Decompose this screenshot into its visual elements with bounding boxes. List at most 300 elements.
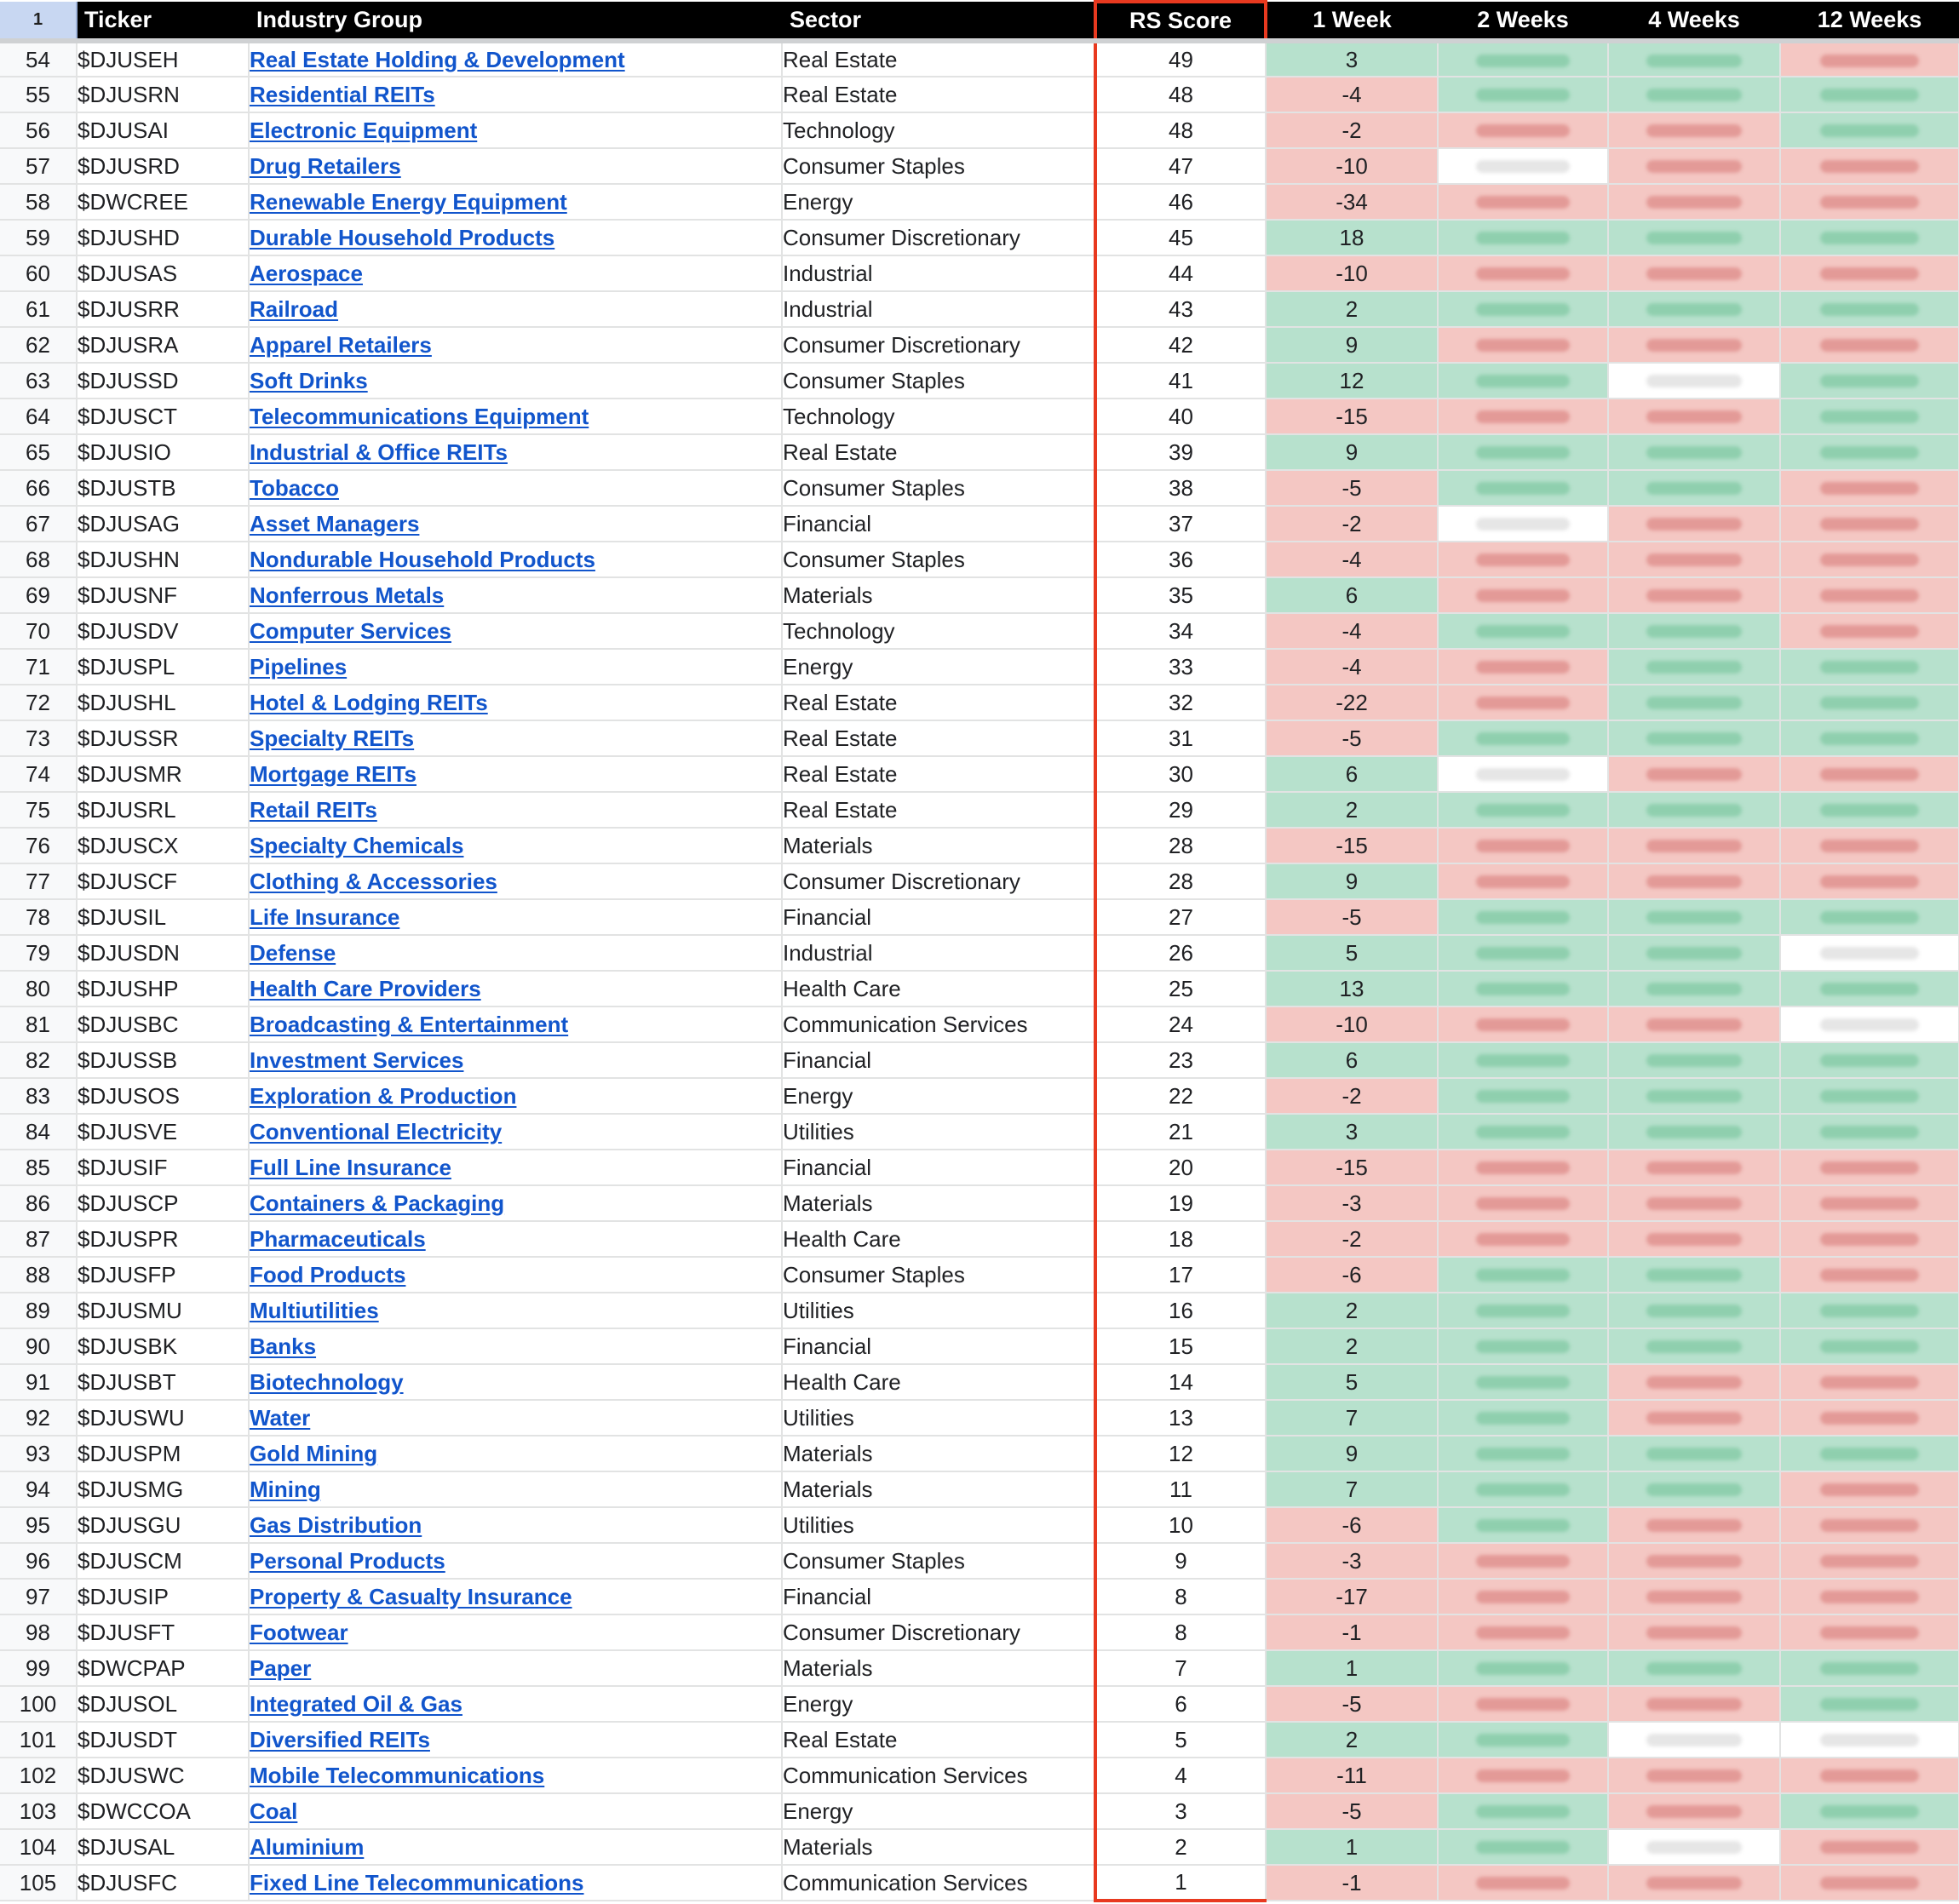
ticker-cell[interactable]: $DJUSHN [77, 542, 249, 577]
four-weeks-cell[interactable] [1608, 1865, 1780, 1901]
industry-group-cell[interactable] [249, 1185, 782, 1221]
row-number[interactable]: 102 [0, 1758, 77, 1793]
sector-cell[interactable]: Utilities [782, 1293, 1095, 1328]
industry-group-cell[interactable] [249, 1221, 782, 1257]
rs-score-cell[interactable]: 28 [1095, 863, 1266, 899]
industry-group-link[interactable]: Specialty REITs [250, 725, 415, 751]
rs-score-cell[interactable]: 16 [1095, 1293, 1266, 1328]
one-week-change-cell[interactable]: 2 [1266, 792, 1438, 828]
twelve-weeks-cell[interactable] [1780, 1758, 1959, 1793]
row-number[interactable]: 83 [0, 1078, 77, 1114]
industry-group-cell[interactable] [249, 1722, 782, 1758]
rs-score-cell[interactable]: 35 [1095, 577, 1266, 613]
sector-cell[interactable]: Real Estate [782, 1722, 1095, 1758]
industry-group-link[interactable]: Mobile Telecommunications [250, 1762, 545, 1788]
row-number[interactable]: 80 [0, 971, 77, 1006]
four-weeks-cell[interactable] [1608, 1829, 1780, 1865]
row-number[interactable]: 98 [0, 1614, 77, 1650]
two-weeks-cell[interactable] [1438, 506, 1608, 542]
sector-cell[interactable]: Materials [782, 1185, 1095, 1221]
rs-score-cell[interactable]: 43 [1095, 291, 1266, 327]
four-weeks-cell[interactable] [1608, 220, 1780, 255]
sector-cell[interactable]: Financial [782, 1328, 1095, 1364]
one-week-change-cell[interactable]: 9 [1266, 434, 1438, 470]
ticker-cell[interactable]: $DJUSBT [77, 1364, 249, 1400]
four-weeks-cell[interactable] [1608, 41, 1780, 77]
twelve-weeks-cell[interactable] [1780, 542, 1959, 577]
one-week-change-cell[interactable]: 7 [1266, 1400, 1438, 1436]
one-week-change-cell[interactable]: 12 [1266, 363, 1438, 399]
column-header-industry-group[interactable]: Industry Group [249, 2, 782, 41]
rs-score-cell[interactable]: 24 [1095, 1006, 1266, 1042]
twelve-weeks-cell[interactable] [1780, 1293, 1959, 1328]
sector-cell[interactable]: Energy [782, 1686, 1095, 1722]
industry-group-cell[interactable] [249, 542, 782, 577]
two-weeks-cell[interactable] [1438, 1579, 1608, 1614]
one-week-change-cell[interactable]: -1 [1266, 1865, 1438, 1901]
industry-group-link[interactable]: Apparel Retailers [250, 331, 432, 358]
row-number[interactable]: 92 [0, 1400, 77, 1436]
industry-group-link[interactable]: Integrated Oil & Gas [250, 1690, 462, 1717]
row-number[interactable]: 75 [0, 792, 77, 828]
industry-group-cell[interactable] [249, 148, 782, 184]
sector-cell[interactable]: Utilities [782, 1400, 1095, 1436]
rs-score-cell[interactable]: 48 [1095, 77, 1266, 112]
rs-score-cell[interactable]: 41 [1095, 363, 1266, 399]
four-weeks-cell[interactable] [1608, 148, 1780, 184]
industry-group-link[interactable]: Renewable Energy Equipment [250, 188, 567, 215]
one-week-change-cell[interactable]: -5 [1266, 1793, 1438, 1829]
twelve-weeks-cell[interactable] [1780, 1686, 1959, 1722]
two-weeks-cell[interactable] [1438, 1257, 1608, 1293]
one-week-change-cell[interactable]: -5 [1266, 720, 1438, 756]
two-weeks-cell[interactable] [1438, 1328, 1608, 1364]
twelve-weeks-cell[interactable] [1780, 112, 1959, 148]
industry-group-cell[interactable] [249, 1006, 782, 1042]
ticker-cell[interactable]: $DJUSDN [77, 935, 249, 971]
twelve-weeks-cell[interactable] [1780, 41, 1959, 77]
ticker-cell[interactable]: $DJUSHL [77, 685, 249, 720]
ticker-cell[interactable]: $DJUSMU [77, 1293, 249, 1328]
rs-score-cell[interactable]: 28 [1095, 828, 1266, 863]
rs-score-cell[interactable]: 46 [1095, 184, 1266, 220]
sector-cell[interactable]: Consumer Discretionary [782, 1614, 1095, 1650]
row-number[interactable]: 96 [0, 1543, 77, 1579]
industry-group-link[interactable]: Tobacco [250, 474, 339, 501]
rs-score-cell[interactable]: 15 [1095, 1328, 1266, 1364]
twelve-weeks-cell[interactable] [1780, 685, 1959, 720]
two-weeks-cell[interactable] [1438, 1650, 1608, 1686]
twelve-weeks-cell[interactable] [1780, 1150, 1959, 1185]
one-week-change-cell[interactable]: 6 [1266, 577, 1438, 613]
sector-cell[interactable]: Financial [782, 1042, 1095, 1078]
industry-group-link[interactable]: Soft Drinks [250, 367, 368, 393]
twelve-weeks-cell[interactable] [1780, 1650, 1959, 1686]
four-weeks-cell[interactable] [1608, 935, 1780, 971]
twelve-weeks-cell[interactable] [1780, 255, 1959, 291]
industry-group-link[interactable]: Gold Mining [250, 1440, 378, 1466]
two-weeks-cell[interactable] [1438, 434, 1608, 470]
sector-cell[interactable]: Industrial [782, 291, 1095, 327]
industry-group-cell[interactable] [249, 1150, 782, 1185]
one-week-change-cell[interactable]: 18 [1266, 220, 1438, 255]
industry-group-cell[interactable] [249, 291, 782, 327]
four-weeks-cell[interactable] [1608, 112, 1780, 148]
rs-score-cell[interactable]: 5 [1095, 1722, 1266, 1758]
twelve-weeks-cell[interactable] [1780, 1829, 1959, 1865]
two-weeks-cell[interactable] [1438, 1793, 1608, 1829]
one-week-change-cell[interactable]: 3 [1266, 1114, 1438, 1150]
rs-score-cell[interactable]: 1 [1095, 1865, 1266, 1901]
one-week-change-cell[interactable]: -5 [1266, 1686, 1438, 1722]
four-weeks-cell[interactable] [1608, 1328, 1780, 1364]
ticker-cell[interactable]: $DJUSHD [77, 220, 249, 255]
two-weeks-cell[interactable] [1438, 1006, 1608, 1042]
two-weeks-cell[interactable] [1438, 1400, 1608, 1436]
two-weeks-cell[interactable] [1438, 828, 1608, 863]
two-weeks-cell[interactable] [1438, 77, 1608, 112]
rs-score-cell[interactable]: 13 [1095, 1400, 1266, 1436]
two-weeks-cell[interactable] [1438, 148, 1608, 184]
sector-cell[interactable]: Consumer Staples [782, 542, 1095, 577]
ticker-cell[interactable]: $DJUSRD [77, 148, 249, 184]
industry-group-cell[interactable] [249, 1471, 782, 1507]
row-number[interactable]: 60 [0, 255, 77, 291]
industry-group-cell[interactable] [249, 1793, 782, 1829]
four-weeks-cell[interactable] [1608, 1185, 1780, 1221]
twelve-weeks-cell[interactable] [1780, 1436, 1959, 1471]
sector-cell[interactable]: Financial [782, 1579, 1095, 1614]
row-number[interactable]: 72 [0, 685, 77, 720]
industry-group-link[interactable]: Diversified REITs [250, 1726, 430, 1752]
one-week-change-cell[interactable]: -2 [1266, 112, 1438, 148]
ticker-cell[interactable]: $DJUSRR [77, 291, 249, 327]
row-number[interactable]: 76 [0, 828, 77, 863]
industry-group-link[interactable]: Mortgage REITs [250, 760, 417, 787]
industry-group-link[interactable]: Telecommunications Equipment [250, 403, 589, 429]
twelve-weeks-cell[interactable] [1780, 1185, 1959, 1221]
industry-group-link[interactable]: Nonferrous Metals [250, 582, 445, 608]
row-number[interactable]: 88 [0, 1257, 77, 1293]
twelve-weeks-cell[interactable] [1780, 1221, 1959, 1257]
rs-score-cell[interactable]: 31 [1095, 720, 1266, 756]
ticker-cell[interactable]: $DJUSCT [77, 399, 249, 434]
industry-group-link[interactable]: Electronic Equipment [250, 117, 478, 143]
industry-group-cell[interactable] [249, 971, 782, 1006]
sector-cell[interactable]: Consumer Staples [782, 148, 1095, 184]
industry-group-link[interactable]: Food Products [250, 1261, 406, 1287]
two-weeks-cell[interactable] [1438, 899, 1608, 935]
ticker-cell[interactable]: $DJUSCM [77, 1543, 249, 1579]
one-week-change-cell[interactable]: -22 [1266, 685, 1438, 720]
two-weeks-cell[interactable] [1438, 1507, 1608, 1543]
ticker-cell[interactable]: $DJUSAS [77, 255, 249, 291]
column-header-rs-score[interactable]: RS Score [1095, 2, 1266, 41]
ticker-cell[interactable]: $DJUSSD [77, 363, 249, 399]
row-number[interactable]: 93 [0, 1436, 77, 1471]
rs-score-cell[interactable]: 10 [1095, 1507, 1266, 1543]
industry-group-link[interactable]: Gas Distribution [250, 1511, 422, 1538]
row-number[interactable]: 69 [0, 577, 77, 613]
one-week-change-cell[interactable]: 13 [1266, 971, 1438, 1006]
sector-cell[interactable]: Materials [782, 1436, 1095, 1471]
industry-group-cell[interactable] [249, 112, 782, 148]
rs-score-cell[interactable]: 18 [1095, 1221, 1266, 1257]
ticker-cell[interactable]: $DJUSRA [77, 327, 249, 363]
industry-group-link[interactable]: Industrial & Office REITs [250, 439, 508, 465]
industry-group-cell[interactable] [249, 255, 782, 291]
four-weeks-cell[interactable] [1608, 1042, 1780, 1078]
rs-score-cell[interactable]: 14 [1095, 1364, 1266, 1400]
two-weeks-cell[interactable] [1438, 327, 1608, 363]
industry-group-link[interactable]: Exploration & Production [250, 1082, 517, 1109]
four-weeks-cell[interactable] [1608, 649, 1780, 685]
column-header-4-weeks[interactable]: 4 Weeks [1608, 2, 1780, 41]
twelve-weeks-cell[interactable] [1780, 613, 1959, 649]
rs-score-cell[interactable]: 6 [1095, 1686, 1266, 1722]
sector-cell[interactable]: Energy [782, 1078, 1095, 1114]
one-week-change-cell[interactable]: -15 [1266, 399, 1438, 434]
four-weeks-cell[interactable] [1608, 1293, 1780, 1328]
industry-group-cell[interactable] [249, 1328, 782, 1364]
industry-group-link[interactable]: Multiutilities [250, 1297, 379, 1323]
industry-group-link[interactable]: Asset Managers [250, 510, 420, 536]
industry-group-cell[interactable] [249, 1543, 782, 1579]
industry-group-link[interactable]: Drug Retailers [250, 152, 401, 179]
rs-score-cell[interactable]: 30 [1095, 756, 1266, 792]
industry-group-cell[interactable] [249, 363, 782, 399]
industry-group-link[interactable]: Mining [250, 1476, 321, 1502]
sector-cell[interactable]: Communication Services [782, 1865, 1095, 1901]
one-week-change-cell[interactable]: -34 [1266, 184, 1438, 220]
two-weeks-cell[interactable] [1438, 863, 1608, 899]
two-weeks-cell[interactable] [1438, 1686, 1608, 1722]
ticker-cell[interactable]: $DJUSBC [77, 1006, 249, 1042]
ticker-cell[interactable]: $DJUSDV [77, 613, 249, 649]
one-week-change-cell[interactable]: -6 [1266, 1507, 1438, 1543]
industry-group-cell[interactable] [249, 399, 782, 434]
four-weeks-cell[interactable] [1608, 363, 1780, 399]
sector-cell[interactable]: Real Estate [782, 41, 1095, 77]
one-week-change-cell[interactable]: -3 [1266, 1543, 1438, 1579]
four-weeks-cell[interactable] [1608, 506, 1780, 542]
rs-score-cell[interactable]: 21 [1095, 1114, 1266, 1150]
industry-group-link[interactable]: Broadcasting & Entertainment [250, 1011, 569, 1037]
ticker-cell[interactable]: $DJUSVE [77, 1114, 249, 1150]
four-weeks-cell[interactable] [1608, 685, 1780, 720]
sector-cell[interactable]: Financial [782, 506, 1095, 542]
twelve-weeks-cell[interactable] [1780, 399, 1959, 434]
one-week-change-cell[interactable]: -2 [1266, 1221, 1438, 1257]
sector-cell[interactable]: Financial [782, 899, 1095, 935]
row-number[interactable]: 66 [0, 470, 77, 506]
rs-score-cell[interactable]: 12 [1095, 1436, 1266, 1471]
rs-score-cell[interactable]: 11 [1095, 1471, 1266, 1507]
four-weeks-cell[interactable] [1608, 327, 1780, 363]
ticker-cell[interactable]: $DWCPAP [77, 1650, 249, 1686]
one-week-change-cell[interactable]: 5 [1266, 1364, 1438, 1400]
twelve-weeks-cell[interactable] [1780, 1722, 1959, 1758]
two-weeks-cell[interactable] [1438, 41, 1608, 77]
twelve-weeks-cell[interactable] [1780, 756, 1959, 792]
four-weeks-cell[interactable] [1608, 1257, 1780, 1293]
industry-group-link[interactable]: Containers & Packaging [250, 1190, 505, 1216]
one-week-change-cell[interactable]: 6 [1266, 1042, 1438, 1078]
sector-cell[interactable]: Financial [782, 1150, 1095, 1185]
industry-group-link[interactable]: Banks [250, 1333, 317, 1359]
sector-cell[interactable]: Consumer Discretionary [782, 327, 1095, 363]
one-week-change-cell[interactable]: 2 [1266, 1293, 1438, 1328]
row-number[interactable]: 55 [0, 77, 77, 112]
sector-cell[interactable]: Industrial [782, 255, 1095, 291]
four-weeks-cell[interactable] [1608, 971, 1780, 1006]
industry-group-cell[interactable] [249, 1078, 782, 1114]
row-number-header[interactable]: 1 [0, 2, 77, 41]
industry-group-cell[interactable] [249, 77, 782, 112]
two-weeks-cell[interactable] [1438, 399, 1608, 434]
twelve-weeks-cell[interactable] [1780, 649, 1959, 685]
twelve-weeks-cell[interactable] [1780, 327, 1959, 363]
industry-group-link[interactable]: Clothing & Accessories [250, 868, 497, 894]
ticker-cell[interactable]: $DJUSIP [77, 1579, 249, 1614]
sector-cell[interactable]: Health Care [782, 1364, 1095, 1400]
one-week-change-cell[interactable]: 2 [1266, 291, 1438, 327]
sector-cell[interactable]: Consumer Staples [782, 470, 1095, 506]
four-weeks-cell[interactable] [1608, 1579, 1780, 1614]
twelve-weeks-cell[interactable] [1780, 148, 1959, 184]
ticker-cell[interactable]: $DJUSMR [77, 756, 249, 792]
two-weeks-cell[interactable] [1438, 1114, 1608, 1150]
one-week-change-cell[interactable]: 9 [1266, 863, 1438, 899]
one-week-change-cell[interactable]: 2 [1266, 1722, 1438, 1758]
four-weeks-cell[interactable] [1608, 899, 1780, 935]
sector-cell[interactable]: Industrial [782, 935, 1095, 971]
industry-group-cell[interactable] [249, 685, 782, 720]
ticker-cell[interactable]: $DJUSCF [77, 863, 249, 899]
twelve-weeks-cell[interactable] [1780, 828, 1959, 863]
four-weeks-cell[interactable] [1608, 470, 1780, 506]
twelve-weeks-cell[interactable] [1780, 899, 1959, 935]
two-weeks-cell[interactable] [1438, 1829, 1608, 1865]
four-weeks-cell[interactable] [1608, 1722, 1780, 1758]
one-week-change-cell[interactable]: 3 [1266, 41, 1438, 77]
row-number[interactable]: 91 [0, 1364, 77, 1400]
rs-score-cell[interactable]: 20 [1095, 1150, 1266, 1185]
row-number[interactable]: 71 [0, 649, 77, 685]
rs-score-cell[interactable]: 8 [1095, 1614, 1266, 1650]
industry-group-cell[interactable] [249, 1507, 782, 1543]
industry-group-cell[interactable] [249, 935, 782, 971]
one-week-change-cell[interactable]: -4 [1266, 649, 1438, 685]
industry-group-link[interactable]: Full Line Insurance [250, 1154, 451, 1180]
sector-cell[interactable]: Technology [782, 399, 1095, 434]
sector-cell[interactable]: Real Estate [782, 685, 1095, 720]
industry-group-link[interactable]: Personal Products [250, 1547, 445, 1574]
one-week-change-cell[interactable]: 9 [1266, 327, 1438, 363]
four-weeks-cell[interactable] [1608, 291, 1780, 327]
two-weeks-cell[interactable] [1438, 971, 1608, 1006]
industry-group-cell[interactable] [249, 41, 782, 77]
row-number[interactable]: 104 [0, 1829, 77, 1865]
rs-score-cell[interactable]: 9 [1095, 1543, 1266, 1579]
four-weeks-cell[interactable] [1608, 1686, 1780, 1722]
one-week-change-cell[interactable]: -2 [1266, 506, 1438, 542]
one-week-change-cell[interactable]: -4 [1266, 77, 1438, 112]
ticker-cell[interactable]: $DJUSPR [77, 1221, 249, 1257]
industry-group-cell[interactable] [249, 899, 782, 935]
ticker-cell[interactable]: $DJUSRL [77, 792, 249, 828]
industry-group-link[interactable]: Retail REITs [250, 796, 377, 823]
ticker-cell[interactable]: $DJUSRN [77, 77, 249, 112]
ticker-cell[interactable]: $DJUSPL [77, 649, 249, 685]
industry-group-link[interactable]: Hotel & Lodging REITs [250, 689, 488, 715]
industry-group-cell[interactable] [249, 1042, 782, 1078]
row-number[interactable]: 74 [0, 756, 77, 792]
row-number[interactable]: 90 [0, 1328, 77, 1364]
industry-group-link[interactable]: Life Insurance [250, 903, 400, 930]
rs-score-cell[interactable]: 45 [1095, 220, 1266, 255]
rs-score-cell[interactable]: 29 [1095, 792, 1266, 828]
row-number[interactable]: 95 [0, 1507, 77, 1543]
one-week-change-cell[interactable]: -1 [1266, 1614, 1438, 1650]
rs-score-cell[interactable]: 48 [1095, 112, 1266, 148]
ticker-cell[interactable]: $DJUSOS [77, 1078, 249, 1114]
sector-cell[interactable]: Energy [782, 649, 1095, 685]
rs-score-cell[interactable]: 25 [1095, 971, 1266, 1006]
twelve-weeks-cell[interactable] [1780, 1471, 1959, 1507]
industry-group-link[interactable]: Investment Services [250, 1047, 464, 1073]
rs-score-cell[interactable]: 47 [1095, 148, 1266, 184]
rs-score-cell[interactable]: 7 [1095, 1650, 1266, 1686]
one-week-change-cell[interactable]: -6 [1266, 1257, 1438, 1293]
row-number[interactable]: 81 [0, 1006, 77, 1042]
industry-group-cell[interactable] [249, 434, 782, 470]
twelve-weeks-cell[interactable] [1780, 434, 1959, 470]
row-number[interactable]: 89 [0, 1293, 77, 1328]
two-weeks-cell[interactable] [1438, 935, 1608, 971]
row-number[interactable]: 87 [0, 1221, 77, 1257]
four-weeks-cell[interactable] [1608, 1114, 1780, 1150]
four-weeks-cell[interactable] [1608, 1400, 1780, 1436]
rs-score-cell[interactable]: 36 [1095, 542, 1266, 577]
four-weeks-cell[interactable] [1608, 1650, 1780, 1686]
industry-group-cell[interactable] [249, 1650, 782, 1686]
row-number[interactable]: 103 [0, 1793, 77, 1829]
column-header-ticker[interactable]: Ticker [77, 2, 249, 41]
twelve-weeks-cell[interactable] [1780, 1614, 1959, 1650]
row-number[interactable]: 100 [0, 1686, 77, 1722]
twelve-weeks-cell[interactable] [1780, 1328, 1959, 1364]
industry-group-cell[interactable] [249, 863, 782, 899]
industry-group-cell[interactable] [249, 1114, 782, 1150]
four-weeks-cell[interactable] [1608, 1364, 1780, 1400]
industry-group-link[interactable]: Specialty Chemicals [250, 832, 464, 858]
rs-score-cell[interactable]: 42 [1095, 327, 1266, 363]
four-weeks-cell[interactable] [1608, 1758, 1780, 1793]
four-weeks-cell[interactable] [1608, 184, 1780, 220]
industry-group-cell[interactable] [249, 792, 782, 828]
sector-cell[interactable]: Consumer Staples [782, 363, 1095, 399]
ticker-cell[interactable]: $DJUSFP [77, 1257, 249, 1293]
industry-group-cell[interactable] [249, 1436, 782, 1471]
sector-cell[interactable]: Real Estate [782, 720, 1095, 756]
sector-cell[interactable]: Real Estate [782, 434, 1095, 470]
one-week-change-cell[interactable]: -4 [1266, 542, 1438, 577]
industry-group-cell[interactable] [249, 756, 782, 792]
twelve-weeks-cell[interactable] [1780, 1507, 1959, 1543]
industry-group-link[interactable]: Water [250, 1404, 311, 1431]
one-week-change-cell[interactable]: -11 [1266, 1758, 1438, 1793]
